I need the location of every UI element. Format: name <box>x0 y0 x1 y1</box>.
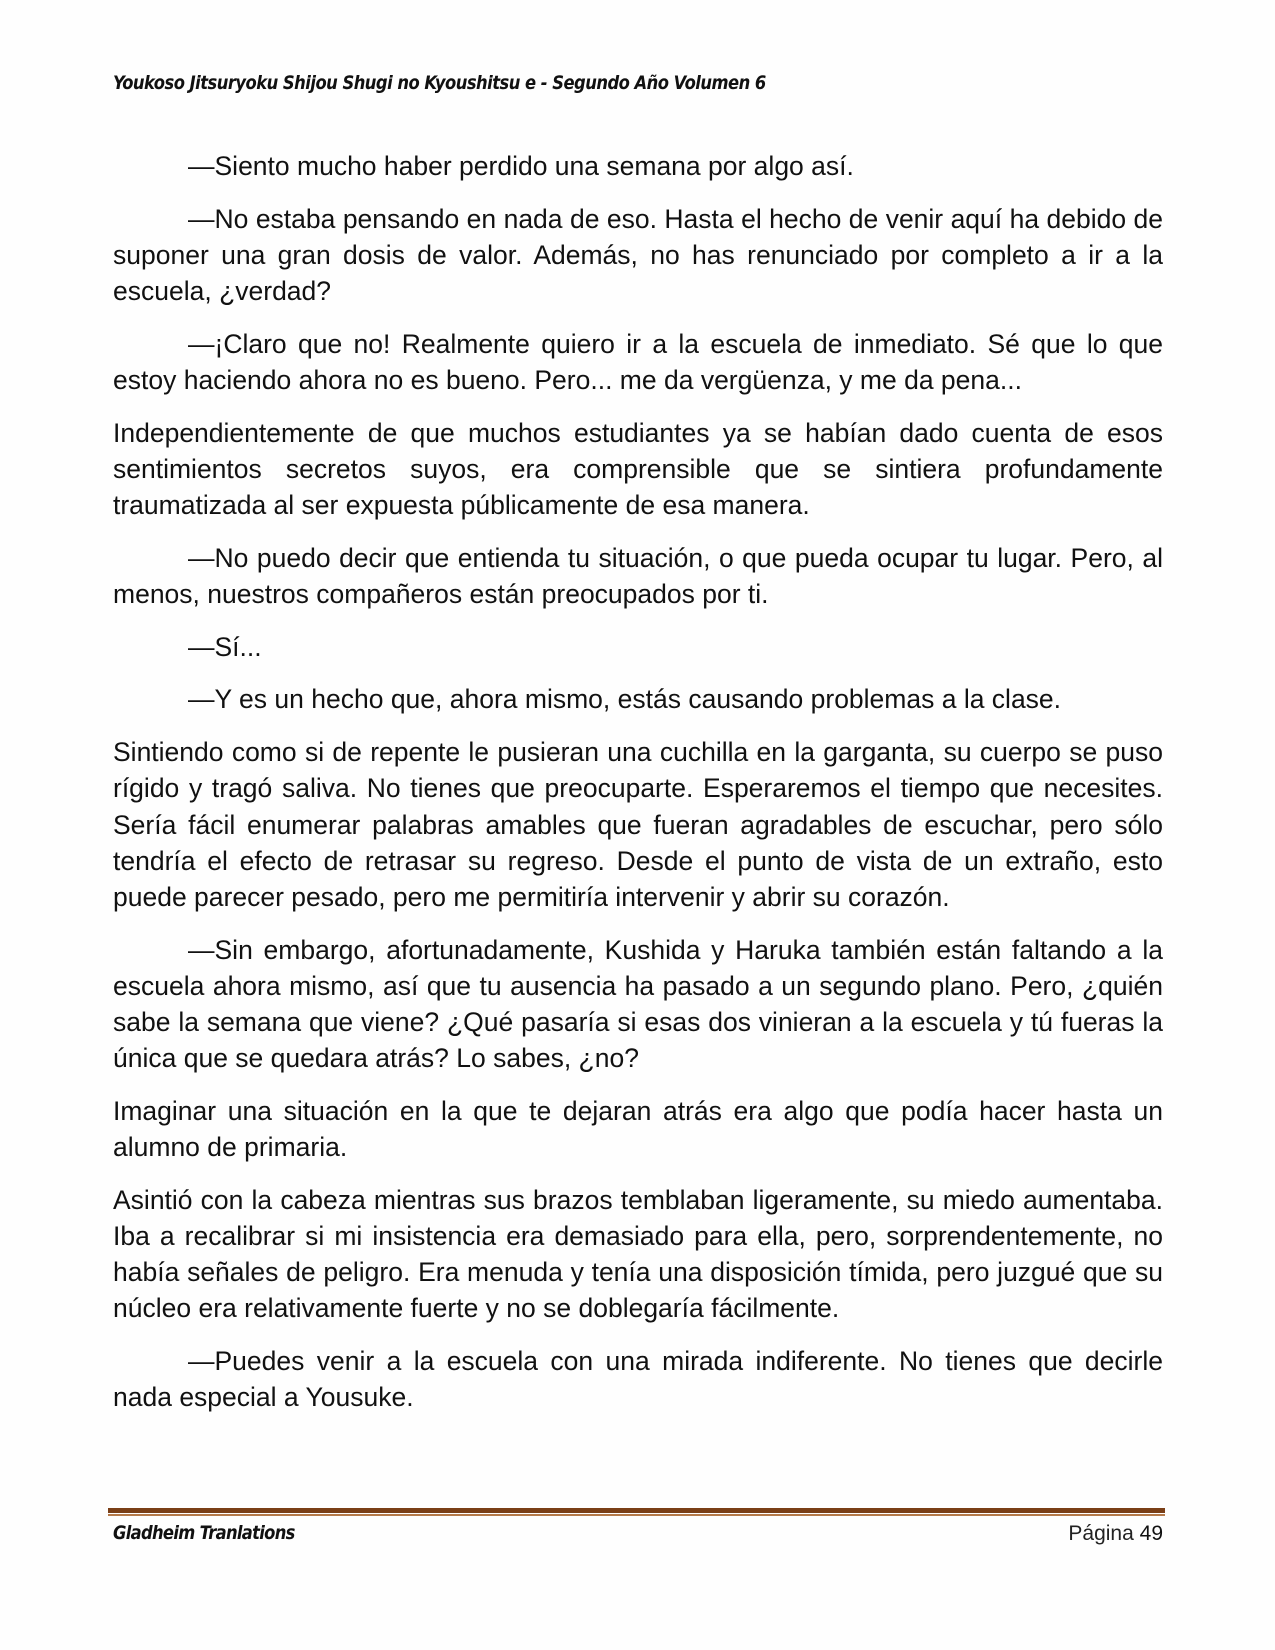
paragraph-dialogue: —No puedo decir que entienda tu situación, o que pueda ocupar tu lugar. Pero, al menos, nuestros compañeros están preocupados por ti. <box>113 542 1163 610</box>
paragraph-narration: Asintió con la cabeza mientras sus brazos temblaban ligeramente, su miedo aumentaba. Iba a recalibrar si mi insistencia era demasiado para ella, pero, sorprendentemente, no había señales de peligro. Era menuda y tenía una disposición tímida, pero juzgué que su núcleo era relativamente fuerte y no se doblegaría fácilmente. <box>113 1184 1163 1324</box>
footer-divider-thin <box>108 1514 1165 1516</box>
paragraph-dialogue: —Sí... <box>188 631 262 662</box>
paragraph-narration: Imaginar una situación en la que te dejaran atrás era algo que podía hacer hasta un alumno de primaria. <box>113 1095 1163 1163</box>
footer-page-indicator <box>1068 1522 1163 1546</box>
paragraph-dialogue: —Sin embargo, afortunadamente, Kushida y Haruka también están faltando a la escuela ahora mismo, así que tu ausencia ha pasado a un segundo plano. Pero, ¿quién sabe la semana que viene? ¿Qué pasaría si esas dos vinieran a la escuela y tú fueras la única que se quedara atrás? Lo sabes, ¿no? <box>113 934 1163 1074</box>
body-text <box>113 148 1163 1432</box>
footer-divider <box>108 1508 1165 1517</box>
paragraph-narration: Sintiendo como si de repente le pusieran una cuchilla en la garganta, su cuerpo se puso rígido y tragó saliva. No tienes que preocuparte. Esperaremos el tiempo que necesites. Sería fácil enumerar palabras amables que fueran agradables de escuchar, pero sólo tendría el efecto de retrasar su regreso. Desde el punto de vista de un extraño, esto puede parecer pesado, pero me permitiría intervenir y abrir su corazón. <box>113 737 1163 912</box>
paragraph-dialogue: —No estaba pensando en nada de eso. Hasta el hecho de venir aquí ha debido de suponer una gran dosis de valor. Además, no has renunciado por completo a ir a la escuela, ¿verdad? <box>113 203 1163 307</box>
page-label: Página <box>1068 1522 1134 1545</box>
paragraph-dialogue: —Siento mucho haber perdido una semana por algo así. <box>188 151 854 181</box>
paragraph-dialogue: —Y es un hecho que, ahora mismo, estás causando problemas a la clase. <box>188 684 1062 715</box>
running-header-title: Youkoso Jitsuryoku Shijou Shugi no Kyoushitsu e - Segundo Año Volumen 6 <box>113 72 766 94</box>
paragraph-narration: Independientemente de que muchos estudiantes ya se habían dado cuenta de esos sentimientos secretos suyos, era comprensible que se sintiera profundamente traumatizada al ser expuesta públicamente de esa manera. <box>113 417 1163 521</box>
footer-publisher: Gladheim Tranlations <box>113 1522 295 1544</box>
paragraph-dialogue: —¡Claro que no! Realmente quiero ir a la escuela de inmediato. Sé que lo que estoy haciendo ahora no es bueno. Pero... me da vergüenza, y me da pena... <box>113 328 1163 396</box>
paragraph-dialogue: —Puedes venir a la escuela con una mirada indiferente. No tienes que decirle nada especial a Yousuke. <box>113 1346 1163 1413</box>
page-number: 49 <box>1139 1522 1163 1545</box>
